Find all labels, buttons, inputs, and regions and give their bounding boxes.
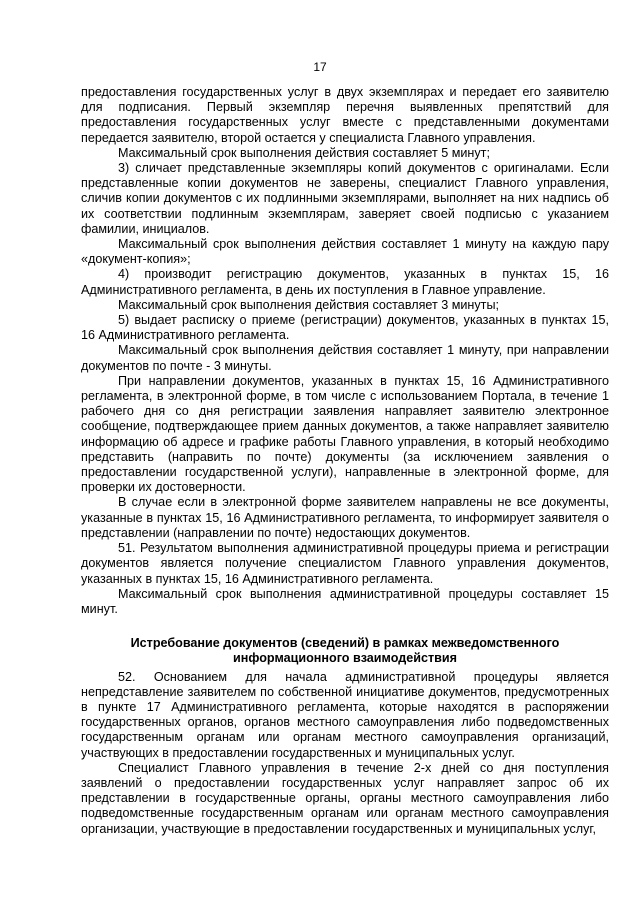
- section-heading: Истребование документов (сведений) в рамках межведомственного информационного взаимодействия: [130, 636, 560, 666]
- paragraph: В случае если в электронной форме заявителем направлены не все документы, указанные в пунктах 15, 16 Административного регламента, то информирует заявителя о представлении (направлении по почте) недостающих документов.: [81, 495, 609, 540]
- paragraph: Максимальный срок выполнения административной процедуры составляет 15 минут.: [81, 586, 609, 616]
- document-body: [81, 85, 609, 837]
- paragraph: предоставления государственных услуг в двух экземплярах и передает его заявителю для подписания. Первый экземпляр перечня выявленных препятствий для предоставления государственных услуг вместе с представленными документами передается заявителю, второй остается у специалиста Главного управления.: [81, 85, 609, 145]
- paragraph: Максимальный срок выполнения действия составляет 5 минут;: [118, 145, 490, 160]
- paragraph: Максимальный срок выполнения действия составляет 1 минуту на каждую пару «документ-копия»;: [81, 237, 609, 267]
- paragraph: 4) производит регистрацию документов, указанных в пунктах 15, 16 Административного регламента, в день их поступления в Главное управление.: [81, 267, 609, 297]
- paragraph: Специалист Главного управления в течение 2-х дней со дня поступления заявлений о предоставлении государственных услуг направляет запрос об их представлении в государственные органы, органы местного самоуправления либо подведомственные государственным органам или органам местного самоуправления организации, участвующие в предоставлении государственных и муниципальных услуг,: [81, 760, 609, 836]
- paragraph: Максимальный срок выполнения действия составляет 3 минуты;: [118, 297, 500, 312]
- paragraph: 51. Результатом выполнения административной процедуры приема и регистрации документов является получение специалистом Главного управления документов, указанных в пунктах 15, 16 Административного регламента.: [81, 541, 609, 586]
- paragraph: 5) выдает расписку о приеме (регистрации) документов, указанных в пунктах 15, 16 Административного регламента.: [81, 313, 609, 343]
- paragraph: 52. Основанием для начала административной процедуры является непредставление заявителем по собственной инициативе документов, предусмотренных в пункте 17 Административного регламента, которые находятся в распоряжении государственных органов, органов местного самоуправления либо подведомственных государственным органам или органам местного самоуправления организаций, участвующих в предоставлении государственных и муниципальных услуг.: [81, 669, 609, 760]
- paragraph: Максимальный срок выполнения действия составляет 1 минуту, при направлении документов по почте - 3 минуты.: [81, 343, 609, 373]
- paragraph: 3) сличает представленные экземпляры копий документов с оригиналами. Если представленные копии документов не заверены, специалист Главного управления, сличив копии документов с их подлинными экземплярами, выполняет на них надпись об их соответствии подлинным экземплярам, заверяет своей подписью с указанием фамилии, инициалов.: [81, 161, 609, 236]
- page-number: 17: [313, 60, 327, 74]
- paragraph: При направлении документов, указанных в пунктах 15, 16 Административного регламента, в электронной форме, в том числе с использованием Портала, в течение 1 рабочего дня со дня регистрации заявления направляет заявителю электронное сообщение, подтверждающее прием данных документов, а также направляет заявителю информацию об адресе и графике работы Главного управления, в который необходимо представить (направить по почте) документы (за исключением заявления о предоставлении государственной услуги), направленные в электронной форме, для проверки их достоверности.: [81, 373, 609, 495]
